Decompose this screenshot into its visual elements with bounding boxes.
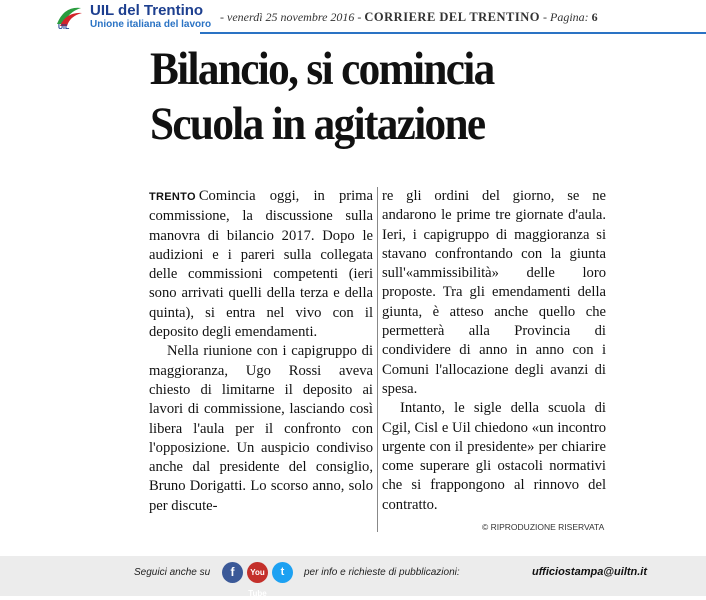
paragraph: Nella riunione con i capigruppo di maggioranza, Ugo Rossi aveva chiesto di limitarne il deposito ai lavori di commissione, lasciando così libera l'aula per il confronto con l'opposizione. Un auspicio condiviso anche dal presidente del consiglio, Bruno Dorigatti. Lo scorso anno, solo per discute- bbox=[149, 343, 373, 514]
follow-label: Seguici anche su bbox=[134, 567, 211, 578]
logo-text: UIL bbox=[58, 24, 70, 30]
uil-logo-icon bbox=[54, 4, 84, 30]
headline-line-2: Scuola in agitazione bbox=[150, 98, 485, 150]
header-divider bbox=[200, 32, 706, 34]
article-kicker: TRENTO bbox=[149, 191, 196, 203]
youtube-icon[interactable]: You Tube bbox=[247, 562, 268, 583]
publication-date: - venerdì 25 novembre 2016 - bbox=[220, 10, 362, 24]
page-header bbox=[0, 0, 706, 36]
paragraph: Intanto, le sigle della scuola di Cgil, Cisl e Uil chiedono «un incontro urgente con il presidente» per chiarire come superare gli ostacoli normativi che si frappongono al rinnovo del contratto. bbox=[382, 400, 606, 513]
info-label: per info e richieste di pubblicazioni: bbox=[304, 567, 460, 578]
article-headline bbox=[150, 42, 628, 152]
column-divider bbox=[377, 187, 378, 532]
article-column-1 bbox=[149, 187, 373, 516]
facebook-icon[interactable]: f bbox=[222, 562, 243, 583]
copyright-notice: © RIPRODUZIONE RISERVATA bbox=[482, 522, 605, 532]
contact-email-link[interactable]: ufficiostampa@uiltn.it bbox=[532, 566, 648, 578]
org-subtitle: Unione italiana del lavoro bbox=[90, 19, 212, 30]
paragraph: re gli ordini del giorno, se ne andarono le prime tre giornate d'aula. Ieri, i capigruppo di maggioranza si stavano confrontando con la giunta sull'«ammissibilità» delle loro proposte. Tra gli emendamenti della giunta, è atteso anche quello che permetterà alla Provincia di condividere di anno in anno con i Comuni l'allocazione degli avanzi di spesa. bbox=[382, 188, 606, 397]
page-number: 6 bbox=[591, 10, 598, 24]
twitter-icon[interactable]: t bbox=[272, 562, 293, 583]
page-label-text: - Pagina: bbox=[543, 10, 589, 24]
dateline bbox=[220, 10, 598, 25]
paragraph bbox=[149, 187, 373, 342]
page-footer bbox=[0, 556, 706, 596]
org-name: UIL del Trentino bbox=[90, 2, 204, 19]
headline-line-1: Bilancio, si comincia bbox=[150, 43, 494, 95]
paragraph-text: Comincia oggi, in prima commissione, la discussione sulla manovra di bilancio 2017. Dopo le audizioni e i pareri sulla collegata delle commissioni competenti (ieri sono arrivati quelli della terza e della quinta), si entra nel vivo con il deposito degli emendamenti. bbox=[149, 188, 373, 341]
page-label bbox=[543, 10, 598, 24]
newspaper-name: CORRIERE DEL TRENTINO bbox=[364, 10, 540, 24]
article-column-2 bbox=[382, 187, 606, 515]
